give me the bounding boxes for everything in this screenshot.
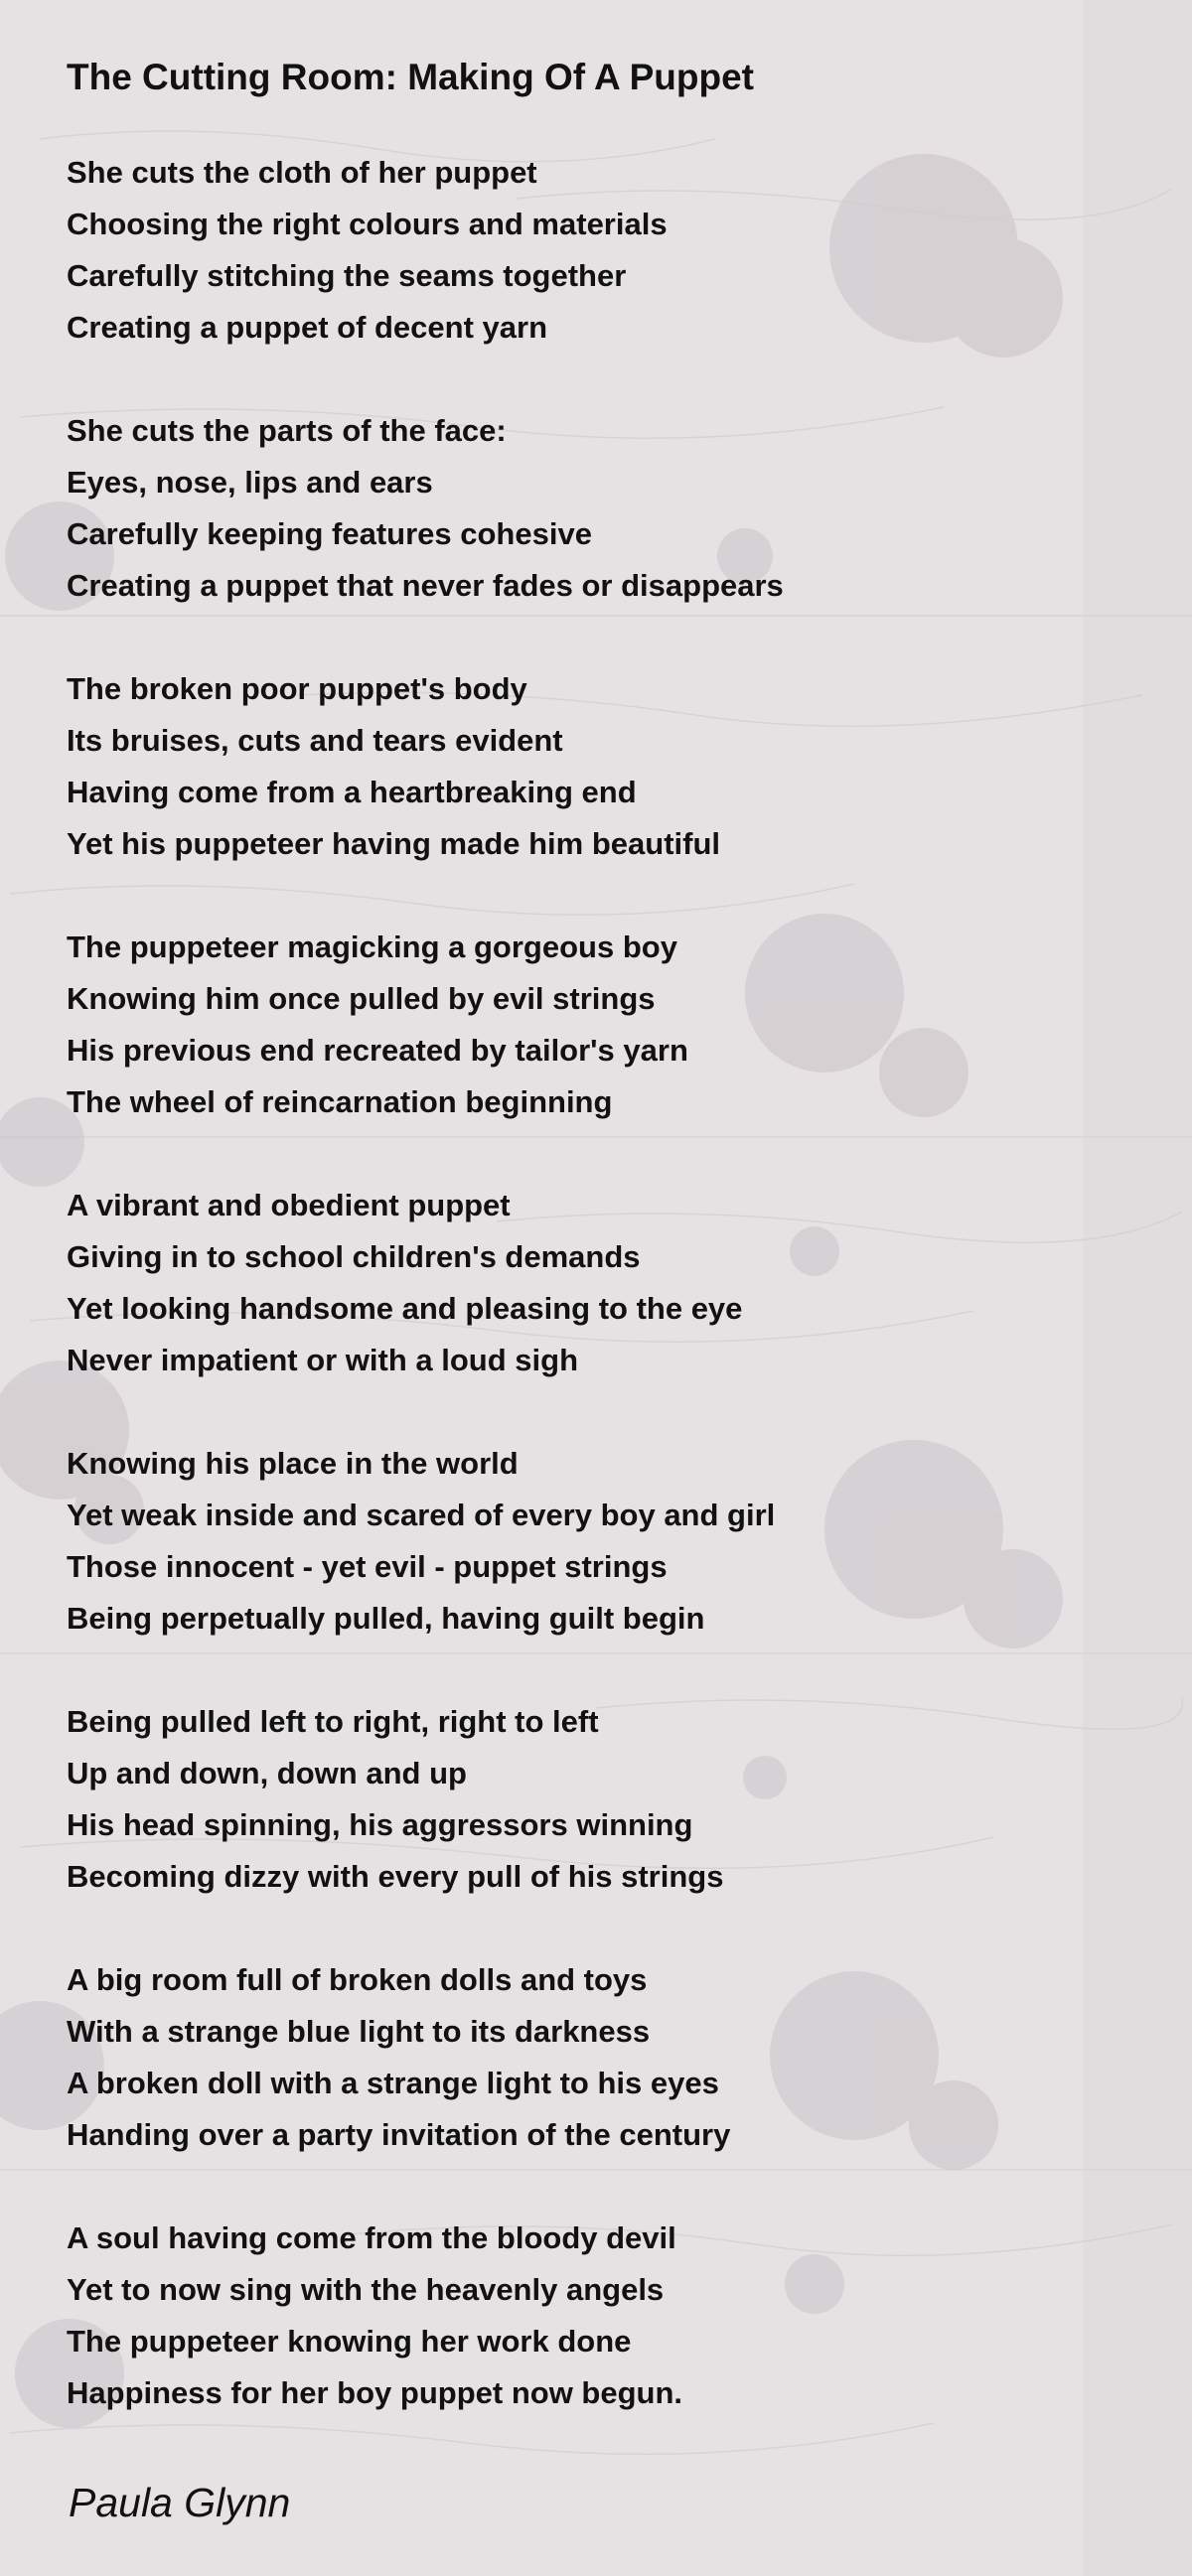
- poem-line: Knowing him once pulled by evil strings: [67, 981, 656, 1016]
- poem-line: Creating a puppet of decent yarn: [67, 310, 548, 345]
- poem-line: His previous end recreated by tailor's yarn: [67, 1033, 688, 1068]
- poem-line: Yet his puppeteer having made him beautiful: [67, 826, 721, 861]
- poem-line: Having come from a heartbreaking end: [67, 775, 637, 809]
- poem-line: The broken poor puppet's body: [67, 671, 527, 706]
- poem-line: She cuts the cloth of her puppet: [67, 155, 537, 190]
- poem-line: Those innocent - yet evil - puppet strings: [67, 1549, 668, 1584]
- poem-line: Handing over a party invitation of the century: [67, 2117, 731, 2152]
- poem-line: Giving in to school children's demands: [67, 1239, 641, 1274]
- stanza: [67, 405, 784, 612]
- poem-line: Knowing his place in the world: [67, 1446, 519, 1481]
- poem-line: A soul having come from the bloody devil: [67, 2220, 676, 2255]
- poem-line: Carefully keeping features cohesive: [67, 516, 592, 551]
- poem-line: The puppeteer knowing her work done: [67, 2324, 632, 2359]
- stanza: [67, 2213, 784, 2419]
- poem-line: Being perpetually pulled, having guilt begin: [67, 1601, 705, 1636]
- poem-title: The Cutting Room: Making Of A Puppet: [67, 57, 754, 97]
- poem-line: The puppeteer magicking a gorgeous boy: [67, 930, 677, 964]
- stanza: [67, 1438, 784, 1645]
- poem-line: Up and down, down and up: [67, 1756, 467, 1790]
- poem-line: Yet to now sing with the heavenly angels: [67, 2272, 665, 2307]
- stanza: [67, 922, 784, 1128]
- stanza: [67, 663, 784, 870]
- poem-line: Eyes, nose, lips and ears: [67, 465, 433, 500]
- stanza: [67, 1696, 784, 1903]
- poem-line: His head spinning, his aggressors winning: [67, 1807, 693, 1842]
- poem-line: Never impatient or with a loud sigh: [67, 1343, 579, 1377]
- poem-line: Its bruises, cuts and tears evident: [67, 723, 563, 758]
- stanza: [67, 1954, 784, 2161]
- poem-line: A vibrant and obedient puppet: [67, 1188, 511, 1222]
- poem-line: A big room full of broken dolls and toys: [67, 1962, 648, 1997]
- stanza: [67, 147, 784, 354]
- poem-line: With a strange blue light to its darkness: [67, 2014, 651, 2049]
- poem-line: Choosing the right colours and materials: [67, 207, 668, 241]
- poem-line: She cuts the parts of the face:: [67, 413, 507, 448]
- poem-line: Becoming dizzy with every pull of his strings: [67, 1859, 724, 1894]
- poem-line: Carefully stitching the seams together: [67, 258, 627, 293]
- poem-line: Creating a puppet that never fades or disappears: [67, 568, 784, 603]
- poem-line: A broken doll with a strange light to his eyes: [67, 2066, 719, 2100]
- poem-body: [67, 147, 784, 2471]
- poem-line: Yet weak inside and scared of every boy and girl: [67, 1498, 776, 1532]
- poem-author: Paula Glynn: [69, 2480, 291, 2525]
- poem-line: Happiness for her boy puppet now begun.: [67, 2375, 683, 2410]
- poem-line: The wheel of reincarnation beginning: [67, 1084, 613, 1119]
- poem-line: Yet looking handsome and pleasing to the eye: [67, 1291, 743, 1326]
- stanza: [67, 1180, 784, 1386]
- poem-line: Being pulled left to right, right to left: [67, 1704, 599, 1739]
